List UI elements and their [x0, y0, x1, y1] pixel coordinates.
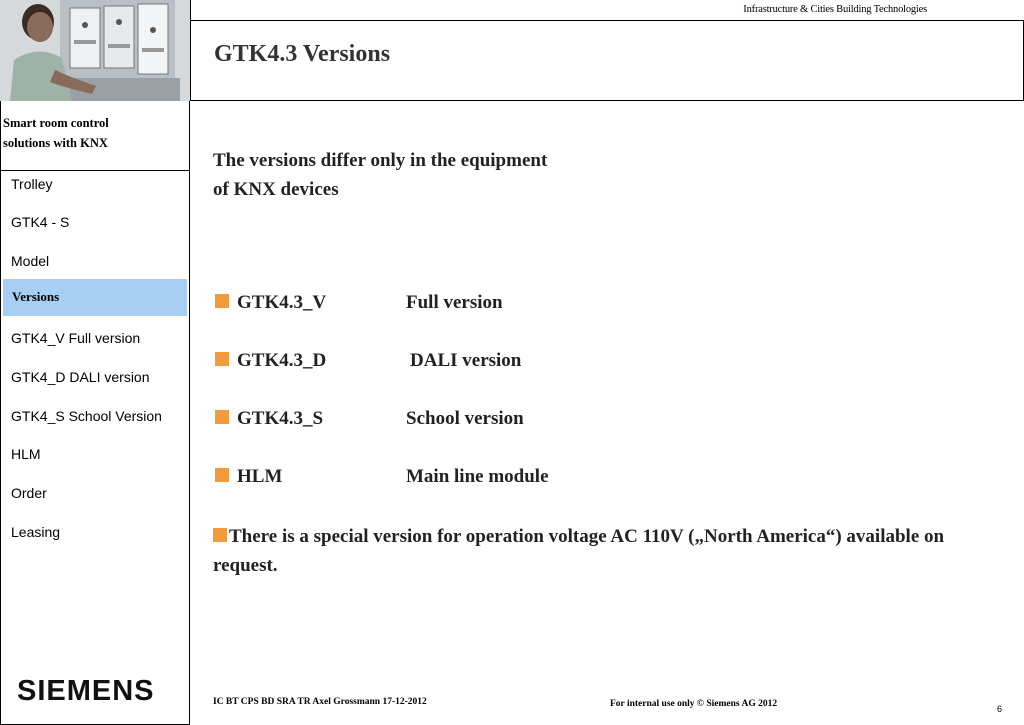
sidebar-item-model[interactable]: Model — [11, 253, 50, 269]
version-code: HLM — [237, 466, 283, 487]
special-version-note — [213, 522, 1003, 580]
sidebar-heading-line1: Smart room control — [3, 116, 109, 130]
version-description: Full version — [406, 292, 503, 313]
version-row — [215, 466, 549, 488]
sidebar-item-trolley[interactable]: Trolley — [11, 176, 53, 192]
bullet-square-icon — [215, 410, 229, 424]
sidebar-item-hlm[interactable]: HLM — [11, 446, 41, 462]
sidebar-item-leasing[interactable]: Leasing — [11, 524, 61, 540]
version-row — [215, 408, 524, 430]
sidebar-heading-line2: solutions with KNX — [3, 136, 108, 150]
footer-author: IC BT CPS BD SRA TR Axel Grossmann 17-12-2012 — [213, 697, 427, 707]
version-row — [215, 292, 503, 314]
sidebar-item-order[interactable]: Order — [11, 485, 47, 501]
version-description: School version — [406, 408, 524, 429]
bullet-square-icon — [213, 528, 227, 542]
version-code: GTK4.3_V — [237, 292, 327, 313]
intro-line2: of KNX devices — [213, 179, 339, 200]
version-description: DALI version — [410, 350, 522, 371]
intro-line1: The versions differ only in the equipment — [213, 150, 548, 171]
siemens-logo: SIEMENS — [17, 675, 155, 707]
technician-photo-illustration — [0, 0, 190, 101]
title-bar — [190, 21, 1024, 101]
sidebar-item-versions[interactable]: Versions — [3, 279, 187, 316]
sidebar-item-gtk4-d-dali-version[interactable]: GTK4_D DALI version — [11, 369, 150, 385]
sidebar-divider — [1, 170, 190, 171]
version-code: GTK4.3_S — [237, 408, 324, 429]
intro-text — [213, 146, 547, 204]
page-title: GTK4.3 Versions — [214, 41, 391, 67]
bullet-square-icon — [215, 468, 229, 482]
sidebar-item-gtk4-s[interactable]: GTK4 - S — [11, 214, 70, 230]
header-photo — [0, 0, 190, 101]
footer-copyright: For internal use only © Siemens AG 2012 — [610, 699, 778, 709]
sidebar-item-gtk4-s-school-version[interactable]: GTK4_S School Version — [11, 408, 162, 424]
bullet-square-icon — [215, 352, 229, 366]
header-strip — [190, 0, 1024, 21]
version-description: Main line module — [406, 466, 549, 487]
sidebar — [0, 101, 190, 725]
sidebar-heading — [3, 113, 183, 153]
page-number: 6 — [997, 704, 1003, 714]
sidebar-item-gtk4-v-full-version[interactable]: GTK4_V Full version — [11, 330, 141, 346]
note-text: There is a special version for operation voltage AC 110V („North America“) available on request. — [213, 526, 945, 576]
version-code: GTK4.3_D — [237, 350, 327, 371]
bullet-square-icon — [215, 294, 229, 308]
version-row — [215, 350, 522, 372]
division-label: Infrastructure & Cities Building Technologies — [743, 4, 927, 15]
